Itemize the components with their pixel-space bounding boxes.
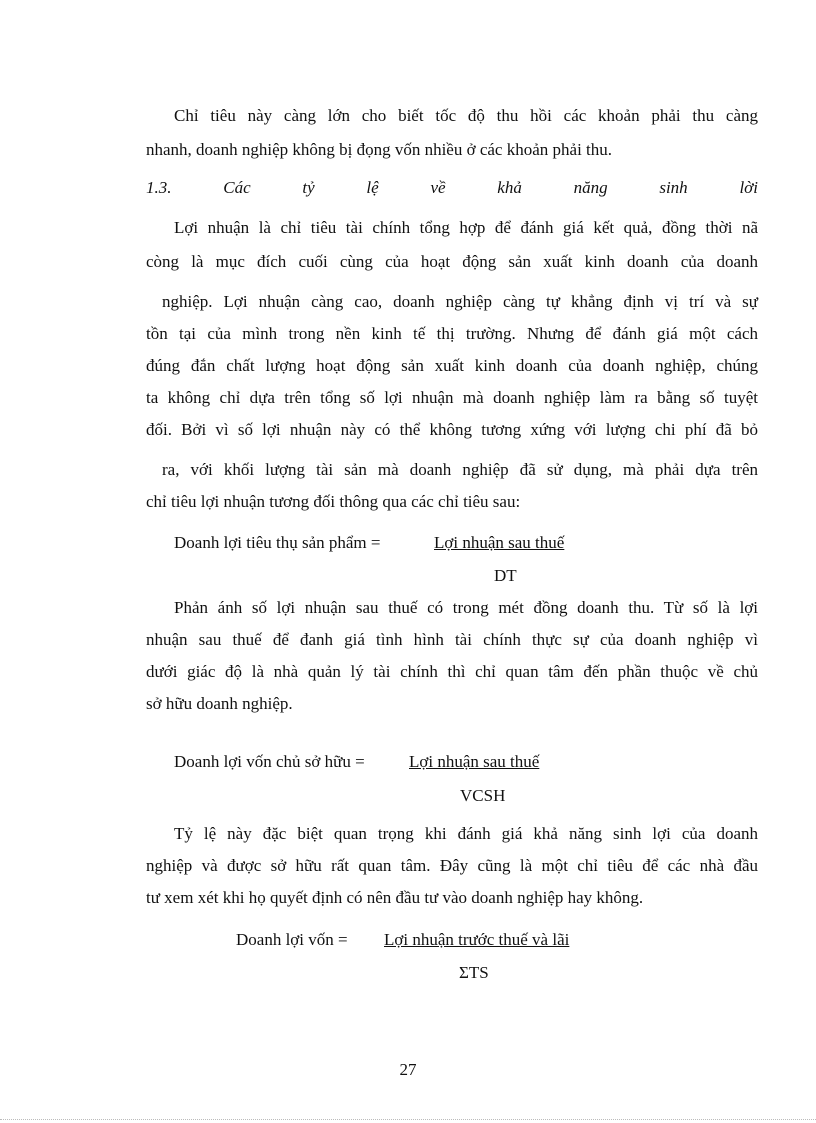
- heading-word: lời: [739, 178, 758, 197]
- formula-numerator: Lợi nhuận sau thuế: [434, 533, 565, 552]
- page-bottom-divider: [0, 1119, 816, 1120]
- paragraph-line: dưới giác độ là nhà quản lý tài chính thì chỉ quan tâm đến phần thuộc về chủ: [146, 662, 758, 681]
- formula-numerator: Lợi nhuận sau thuế: [409, 752, 540, 771]
- paragraph-line: Phản ánh số lợi nhuận sau thuế có trong mét đồng doanh thu. Từ số là lợi: [174, 598, 758, 617]
- paragraph-line: nghiệp và được sở hữu rất quan tâm. Đây cũng là một chỉ tiêu để các nhà đầu: [146, 856, 758, 875]
- heading-word: khả: [497, 178, 522, 197]
- formula-label: Doanh lợi tiêu thụ sản phẩm =: [174, 533, 381, 552]
- heading-word: về: [430, 178, 446, 197]
- heading-word: 1.3.: [146, 178, 172, 197]
- paragraph-line: nhanh, doanh nghiệp không bị đọng vốn nhiều ở các khoản phải thu.: [146, 140, 613, 159]
- formula-label: Doanh lợi vốn chủ sở hữu =: [174, 752, 365, 771]
- formula-denominator: VCSH: [460, 786, 506, 805]
- paragraph-line: đối. Bởi vì số lợi nhuận này có thể không tương xứng với lượng chi phí đã bỏ: [146, 420, 758, 439]
- paragraph-line: chỉ tiêu lợi nhuận tương đối thông qua các chỉ tiêu sau:: [146, 492, 521, 511]
- formula-numerator: Lợi nhuận trước thuế và lãi: [384, 930, 570, 949]
- heading-word: năng: [573, 178, 608, 197]
- paragraph-line: Lợi nhuận là chỉ tiêu tài chính tổng hợp để đánh giá kết quả, đồng thời nã: [174, 218, 758, 237]
- paragraph-line: nghiệp. Lợi nhuận càng cao, doanh nghiệp càng tự khẳng định vị trí và sự: [162, 292, 758, 311]
- paragraph-line: còng là mục đích cuối cùng của hoạt động sản xuất kinh doanh của doanh: [146, 252, 758, 271]
- paragraph-line: Tỷ lệ này đặc biệt quan trọng khi đánh giá khả năng sinh lợi của doanh: [174, 824, 758, 843]
- formula-label: Doanh lợi vốn =: [236, 930, 348, 949]
- paragraph-line: tư xem xét khi họ quyết định có nên đầu tư vào doanh nghiệp hay không.: [146, 888, 644, 907]
- paragraph-line: tồn tại của mình trong nền kinh tế thị trường. Nhưng để đánh giá một cách: [146, 324, 758, 343]
- formula-denominator: DT: [494, 566, 517, 585]
- paragraph-line: ra, với khối lượng tài sản mà doanh nghiệp đã sử dụng, mà phải dựa trên: [162, 460, 758, 479]
- page-number: 27: [399, 1060, 417, 1079]
- paragraph-line: Chỉ tiêu này càng lớn cho biết tốc độ thu hồi các khoản phải thu càng: [174, 106, 758, 125]
- paragraph-line: đúng đắn chất lượng hoạt động sản xuất kinh doanh của doanh nghiệp, chúng: [146, 356, 758, 375]
- heading-word: lệ: [366, 178, 379, 197]
- heading-word: sinh: [659, 178, 688, 197]
- paragraph-line: ta không chỉ dựa trên tổng số lợi nhuận mà doanh nghiệp làm ra bằng số tuyệt: [146, 388, 758, 407]
- formula-denominator: ΣTS: [459, 963, 489, 982]
- heading-word: Các: [223, 178, 251, 197]
- paragraph-line: sở hữu doanh nghiệp.: [146, 694, 293, 713]
- paragraph-line: nhuận sau thuế để đanh giá tình hình tài chính thực sự của doanh nghiệp vì: [146, 630, 758, 649]
- section-heading: [146, 178, 758, 198]
- heading-word: tỷ: [302, 178, 315, 197]
